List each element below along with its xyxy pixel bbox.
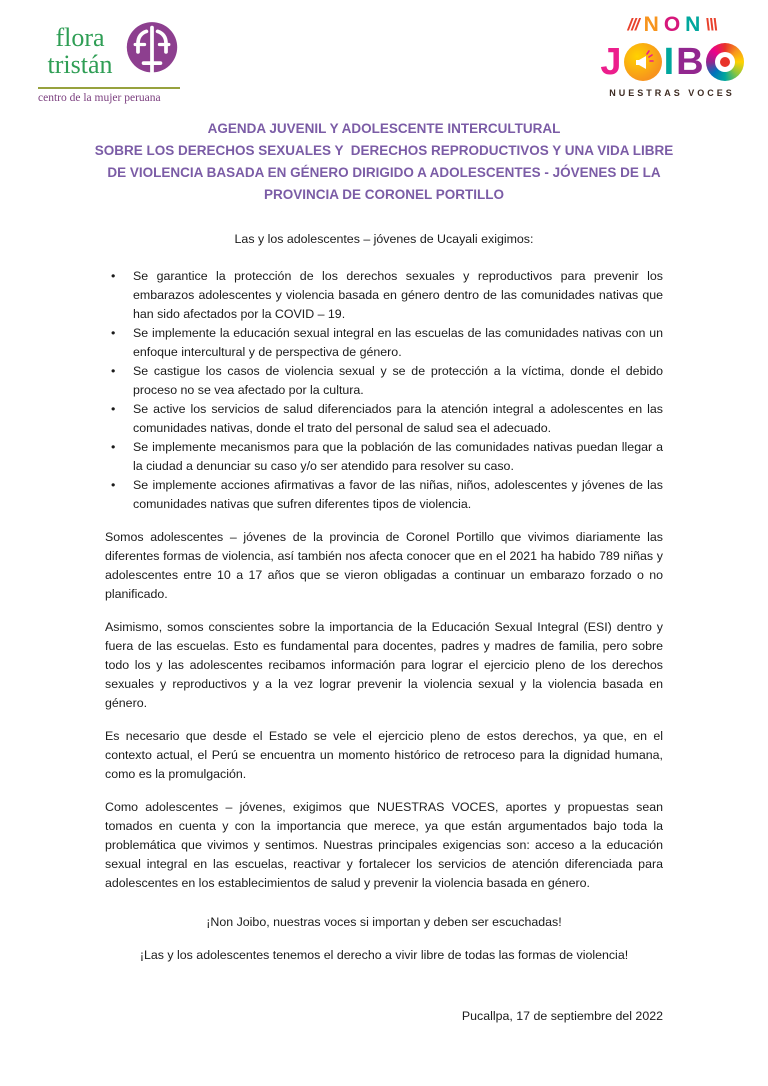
flora-logo-tagline: centro de la mujer peruana bbox=[38, 92, 161, 104]
flora-logo-name-line2: tristán bbox=[47, 50, 113, 79]
demand-item: • Se castigue los casos de violencia sexual y se de protección a la víctima, donde el debido proceso no se vea afectado por la cultura. bbox=[105, 362, 663, 400]
document-body bbox=[94, 118, 674, 1026]
flora-tristan-logo bbox=[38, 20, 180, 104]
non-letter: N bbox=[685, 13, 701, 36]
joibo-letter-j: J bbox=[600, 41, 622, 83]
non-joibo-logo bbox=[590, 13, 754, 98]
non-joibo-word-joibo bbox=[590, 40, 754, 84]
title-line: SOBRE LOS DERECHOS SEXUALES Y DERECHOS REPRODUCTIVOS Y UNA VIDA LIBRE bbox=[94, 143, 674, 158]
megaphone-icon bbox=[631, 50, 655, 74]
flora-logo-mark-icon bbox=[124, 20, 180, 82]
non-joibo-tagline: NUESTRAS VOCES bbox=[609, 88, 735, 98]
demand-item: • Se active los servicios de salud diferenciados para la atención integral a adolescentes en las comunidades nativas, donde el trato del personal de salud sea el adecuado. bbox=[105, 400, 663, 438]
flora-logo-name-line1: flora bbox=[55, 23, 105, 52]
title-line: DE VIOLENCIA BASADA EN GÉNERO DIRIGIDO A ADOLESCENTES - JÓVENES DE LA bbox=[107, 165, 661, 180]
joibo-letter-i: I bbox=[663, 41, 675, 83]
title-line: PROVINCIA DE CORONEL PORTILLO bbox=[263, 187, 504, 202]
non-joibo-word-non bbox=[590, 13, 754, 37]
slashes-left-icon: /// bbox=[627, 15, 639, 34]
non-letter: O bbox=[663, 13, 681, 36]
body-paragraph: Como adolescentes – jóvenes, exigimos que NUESTRAS VOCES, aportes y propuestas sean tomados en cuenta y con la importancia que merece, ya que están argumentados bajo toda la problemática que vivimos y sentimos. Nuestras principales exigencias son: acceso a la educación sexual integral en las escuelas, reactivar y fortalecer los servicios de atención diferenciada para adolescentes en los establecimientos de salud y prevenir la violencia basada en género. bbox=[105, 800, 663, 890]
slogan-line: ¡Non Joibo, nuestras voces si importan y deben ser escuchadas! bbox=[206, 915, 562, 929]
document-title bbox=[84, 118, 684, 206]
body-paragraph: Asimismo, somos conscientes sobre la importancia de la Educación Sexual Integral (ESI) dentro y fuera de las escuelas. Esto es fundamental para docentes, padres y madres de familia, pero sobre todo los y las adolescentes recibamos información para lograr el ejercicio pleno de los derechos sexuales y reproductivos y a la vez lograr prevenir la violencia sexual y la violencia basada en género. bbox=[105, 620, 663, 710]
non-letter: N bbox=[643, 13, 659, 36]
joibo-letter-b: B bbox=[676, 41, 704, 83]
demand-item: • Se implemente mecanismos para que la población de las comunidades nativas puedan llegar a la ciudad a denunciar su caso y/o ser atendido para resolver su caso. bbox=[105, 438, 663, 476]
intro-line: Las y los adolescentes – jóvenes de Ucayali exigimos: bbox=[234, 232, 534, 246]
flora-logo-name bbox=[38, 24, 122, 78]
body-paragraph: Somos adolescentes – jóvenes de la provincia de Coronel Portillo que vivimos diariamente las diferentes formas de violencia, así también nos afecta conocer que en el 2021 ha habido 789 niñas y adolescentes entre 10 a 17 años que se vieron obligadas a continuar un embarazo forzado o no planificado. bbox=[105, 530, 663, 601]
rainbow-ring-icon bbox=[706, 43, 744, 81]
demand-item: • Se implemente la educación sexual integral en las escuelas de las comunidades nativas con un enfoque intercultural y de perspectiva de género. bbox=[105, 324, 663, 362]
demand-item: • Se implemente acciones afirmativas a favor de las niñas, niños, adolescentes y jóvenes de las comunidades nativas que sufren diferentes tipos de violencia. bbox=[105, 476, 663, 514]
body-paragraph: Es necesario que desde el Estado se vele el ejercicio pleno de estos derechos, ya que, en el contexto actual, el Perú se encuentra un momento histórico de retroceso para la dignidad humana, como es la promulgación. bbox=[105, 729, 663, 781]
demand-list bbox=[105, 267, 663, 514]
slogan-line: ¡Las y los adolescentes tenemos el derecho a vivir libre de todas las formas de violencia! bbox=[139, 948, 629, 962]
slashes-right-icon: \\\ bbox=[705, 15, 717, 34]
flora-logo-top bbox=[38, 20, 180, 89]
title-line: AGENDA JUVENIL Y ADOLESCENTE INTERCULTURAL bbox=[207, 121, 561, 136]
date-line: Pucallpa, 17 de septiembre del 2022 bbox=[461, 1009, 663, 1023]
megaphone-circle-icon bbox=[624, 43, 662, 81]
demand-item: • Se garantice la protección de los derechos sexuales y reproductivos para prevenir los embarazos adolescentes y violencia basada en género dentro de las comunidades nativas que han sido afectados por la COVID – 19. bbox=[105, 267, 663, 324]
